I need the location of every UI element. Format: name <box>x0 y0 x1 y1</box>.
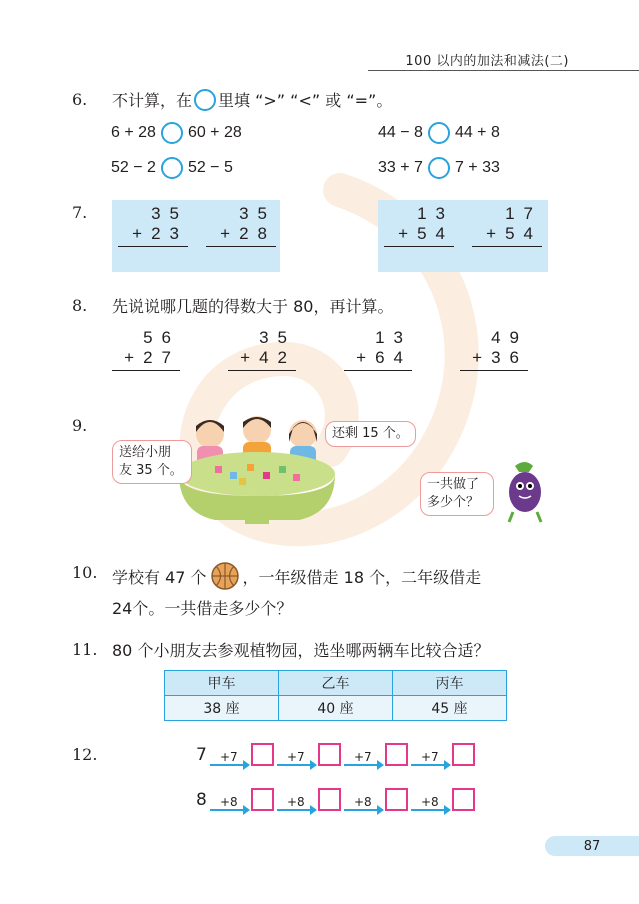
q10-line1-pre: 学校有 47 个 <box>112 567 207 587</box>
table-header-row <box>165 671 507 696</box>
bus-seat-table <box>164 670 507 721</box>
basketball-icon <box>210 561 240 591</box>
q8-vertical-calc-1 <box>112 328 180 371</box>
calc-bottom: +42 <box>240 348 296 367</box>
step-label: +8 <box>353 795 372 809</box>
q10-line1-post: ，一年级借走 18 个，二年级借走 <box>242 567 482 587</box>
calc-top: 35 <box>151 204 188 223</box>
chain-start: 7 <box>196 745 207 765</box>
calc-line <box>228 370 296 371</box>
q7-number: 7. <box>72 203 88 222</box>
add-arrow <box>276 795 316 811</box>
q10-text-line1 <box>112 561 481 591</box>
step-label: +7 <box>219 750 238 764</box>
answer-box[interactable] <box>318 788 341 811</box>
add-arrow <box>209 750 249 766</box>
calc-top: 13 <box>375 328 412 347</box>
calc-line <box>118 246 188 247</box>
arrow-line <box>411 809 449 811</box>
q6-instruction <box>112 88 392 111</box>
speech-bubble-question <box>420 472 494 516</box>
calc-line <box>384 246 454 247</box>
expr-a: 33 + 7 <box>378 159 423 176</box>
arrow-line <box>344 764 382 766</box>
q10-number: 10. <box>72 563 98 582</box>
arrow-line <box>277 809 315 811</box>
q6-instruction-pre: 不计算，在 <box>112 91 193 110</box>
add-arrow <box>276 750 316 766</box>
calc-line <box>112 370 180 371</box>
calc-line <box>472 246 542 247</box>
q8-number: 8. <box>72 296 88 315</box>
q7-vertical-calc-3 <box>384 204 454 247</box>
q8-vertical-calc-3 <box>344 328 412 371</box>
calc-bottom: +54 <box>486 224 542 243</box>
table-row <box>165 696 507 721</box>
step-label: +7 <box>286 750 305 764</box>
answer-box[interactable] <box>385 743 408 766</box>
chain-start: 8 <box>196 790 207 810</box>
calc-bottom: +27 <box>124 348 180 367</box>
expr-a: 6 + 28 <box>111 124 156 141</box>
expr-b: 44 + 8 <box>454 124 500 141</box>
step-label: +8 <box>420 795 439 809</box>
q6-row2-right <box>378 157 500 179</box>
q11-number: 11. <box>72 640 98 659</box>
arrow-line <box>344 809 382 811</box>
add-arrow <box>209 795 249 811</box>
q7-vertical-calc-2 <box>206 204 276 247</box>
arrow-line <box>210 809 248 811</box>
step-label: +8 <box>286 795 305 809</box>
calc-line <box>460 370 528 371</box>
q12-number: 12. <box>72 745 98 764</box>
q6-row1-left <box>111 122 242 144</box>
step-label: +8 <box>219 795 238 809</box>
answer-circle[interactable] <box>161 122 183 144</box>
header-divider <box>368 70 639 71</box>
compare-circle-icon <box>194 89 216 111</box>
calc-bottom: +54 <box>398 224 454 243</box>
q6-instruction-post: 里填 “>” “<” 或 “=”。 <box>218 91 393 110</box>
calc-bottom: +64 <box>356 348 412 367</box>
step-label: +7 <box>353 750 372 764</box>
arrow-line <box>210 764 248 766</box>
answer-circle[interactable] <box>428 122 450 144</box>
q11-text: 80 个小朋友去参观植物园，选坐哪两辆车比较合适？ <box>112 641 490 660</box>
step-label: +7 <box>420 750 439 764</box>
q10-text-line2: 24个。一共借走多少个？ <box>112 599 293 618</box>
eggplant-mascot-icon <box>495 458 555 524</box>
answer-box[interactable] <box>318 743 341 766</box>
answer-box[interactable] <box>452 788 475 811</box>
calc-top: 49 <box>491 328 528 347</box>
speech-bubble-remaining: 还剩 15 个。 <box>325 421 416 447</box>
bubble-line-2: 友 35 个。 <box>119 463 183 478</box>
add-arrow <box>343 795 383 811</box>
bubble-line-2: 多少个？ <box>427 495 480 510</box>
q6-row1-right <box>378 122 500 144</box>
arrow-line <box>411 764 449 766</box>
calc-top: 17 <box>505 204 542 223</box>
q7-vertical-calc-4 <box>472 204 542 247</box>
calc-bottom: +36 <box>472 348 528 367</box>
add-arrow <box>410 750 450 766</box>
answer-box[interactable] <box>385 788 408 811</box>
expr-a: 44 − 8 <box>378 124 423 141</box>
calc-bottom: +23 <box>132 224 188 243</box>
q6-row2-left <box>111 157 233 179</box>
table-cell: 45 座 <box>393 696 507 721</box>
table-cell: 38 座 <box>165 696 279 721</box>
bubble-line-1: 送给小朋 <box>119 445 172 460</box>
calc-line <box>206 246 276 247</box>
calc-top: 35 <box>239 204 276 223</box>
answer-box[interactable] <box>452 743 475 766</box>
number-chain-2 <box>196 788 475 811</box>
expr-a: 52 − 2 <box>111 159 156 176</box>
q7-vertical-calc-1 <box>118 204 188 247</box>
table-header-cell: 乙车 <box>279 671 393 696</box>
speech-bubble-given-away <box>112 440 192 484</box>
answer-box[interactable] <box>251 743 274 766</box>
answer-circle[interactable] <box>161 157 183 179</box>
q8-vertical-calc-2 <box>228 328 296 371</box>
table-header-cell: 丙车 <box>393 671 507 696</box>
page-number: 87 <box>545 836 639 856</box>
calc-top: 56 <box>143 328 180 347</box>
answer-box[interactable] <box>251 788 274 811</box>
arrow-line <box>277 764 315 766</box>
q8-instruction: 先说说哪几题的得数大于 80，再计算。 <box>112 297 394 316</box>
answer-circle[interactable] <box>428 157 450 179</box>
add-arrow <box>343 750 383 766</box>
q6-number: 6. <box>72 90 88 109</box>
calc-line <box>344 370 412 371</box>
expr-b: 7 + 33 <box>454 159 500 176</box>
table-cell: 40 座 <box>279 696 393 721</box>
children-at-table-illustration <box>175 412 340 532</box>
table-header-cell: 甲车 <box>165 671 279 696</box>
number-chain-1 <box>196 743 475 766</box>
calc-top: 13 <box>417 204 454 223</box>
calc-bottom: +28 <box>220 224 276 243</box>
calc-top: 35 <box>259 328 296 347</box>
expr-b: 60 + 28 <box>187 124 242 141</box>
add-arrow <box>410 795 450 811</box>
expr-b: 52 − 5 <box>187 159 233 176</box>
q8-vertical-calc-4 <box>460 328 528 371</box>
chapter-title: 100 以内的加法和减法(二) <box>405 54 569 69</box>
bubble-line-1: 一共做了 <box>427 477 480 492</box>
q9-number: 9. <box>72 416 88 435</box>
